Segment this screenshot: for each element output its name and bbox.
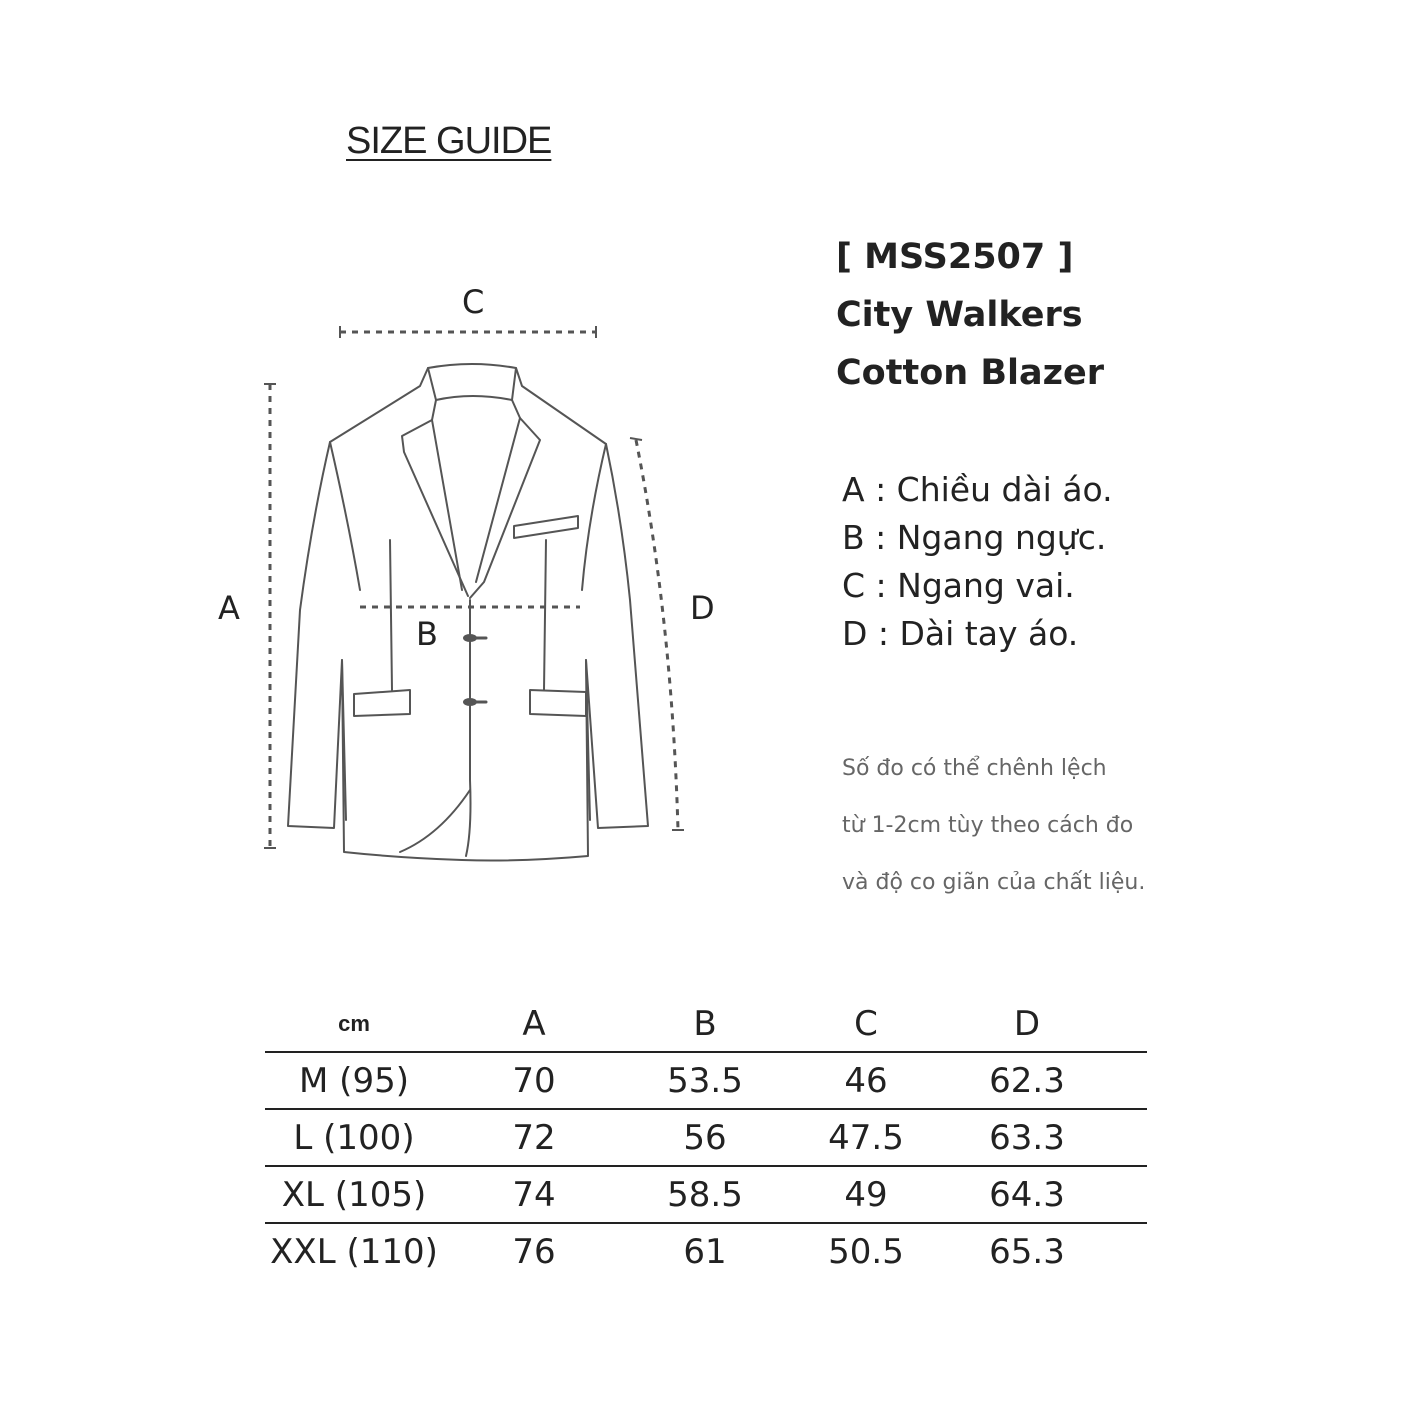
note-line: từ 1-2cm tùy theo cách đo [842, 813, 1134, 838]
value-cell: 70 [512, 1060, 556, 1101]
product-name-line2: Cotton Blazer [836, 353, 1105, 393]
legend-item-d: D : Dài tay áo. [842, 614, 1079, 653]
size-table [265, 996, 1147, 1280]
column-header-d: D [1013, 1003, 1041, 1044]
size-cell: M (95) [299, 1060, 409, 1101]
dimension-label-b: B [416, 615, 438, 653]
value-cell: 63.3 [989, 1117, 1065, 1158]
column-header-b: B [693, 1003, 717, 1044]
product-code: [ MSS2507 ] [836, 237, 1074, 277]
value-cell: 50.5 [828, 1232, 904, 1272]
column-header-a: A [522, 1003, 546, 1044]
dimension-label-c: C [462, 283, 485, 321]
product-info [836, 228, 1104, 402]
table-row [265, 1109, 1147, 1166]
value-cell: 58.5 [667, 1174, 743, 1215]
size-cell: L (100) [293, 1117, 415, 1158]
table-row [265, 1166, 1147, 1223]
value-cell: 47.5 [828, 1117, 904, 1158]
value-cell: 76 [512, 1232, 556, 1272]
legend-item-a: A : Chiều dài áo. [842, 470, 1113, 509]
column-header-c: C [854, 1003, 878, 1044]
value-cell: 56 [683, 1117, 727, 1158]
table-row [265, 1052, 1147, 1109]
value-cell: 74 [512, 1174, 556, 1215]
value-cell: 61 [683, 1232, 727, 1272]
size-cell: XXL (110) [270, 1232, 438, 1272]
note-line: Số đo có thể chênh lệch [842, 756, 1107, 781]
value-cell: 64.3 [989, 1174, 1065, 1215]
dimension-label-a: A [218, 589, 240, 627]
table-row [265, 1223, 1147, 1280]
legend-item-c: C : Ngang vai. [842, 566, 1075, 605]
measurement-note [842, 740, 1145, 911]
legend-item-b: B : Ngang ngực. [842, 518, 1107, 557]
value-cell: 49 [844, 1174, 888, 1215]
value-cell: 53.5 [667, 1060, 743, 1101]
page-title: SIZE GUIDE [346, 120, 552, 162]
product-name-line1: City Walkers [836, 295, 1083, 335]
measurement-legend [842, 466, 1113, 658]
note-line: và độ co giãn của chất liệu. [842, 870, 1146, 895]
value-cell: 65.3 [989, 1232, 1065, 1272]
unit-header: cm [338, 1010, 370, 1036]
value-cell: 46 [844, 1060, 888, 1101]
dimension-label-d: D [690, 589, 715, 627]
size-cell: XL (105) [281, 1174, 427, 1215]
value-cell: 62.3 [989, 1060, 1065, 1101]
table-header-row [265, 996, 1147, 1052]
value-cell: 72 [512, 1117, 556, 1158]
blazer-outline-icon [0, 0, 760, 900]
